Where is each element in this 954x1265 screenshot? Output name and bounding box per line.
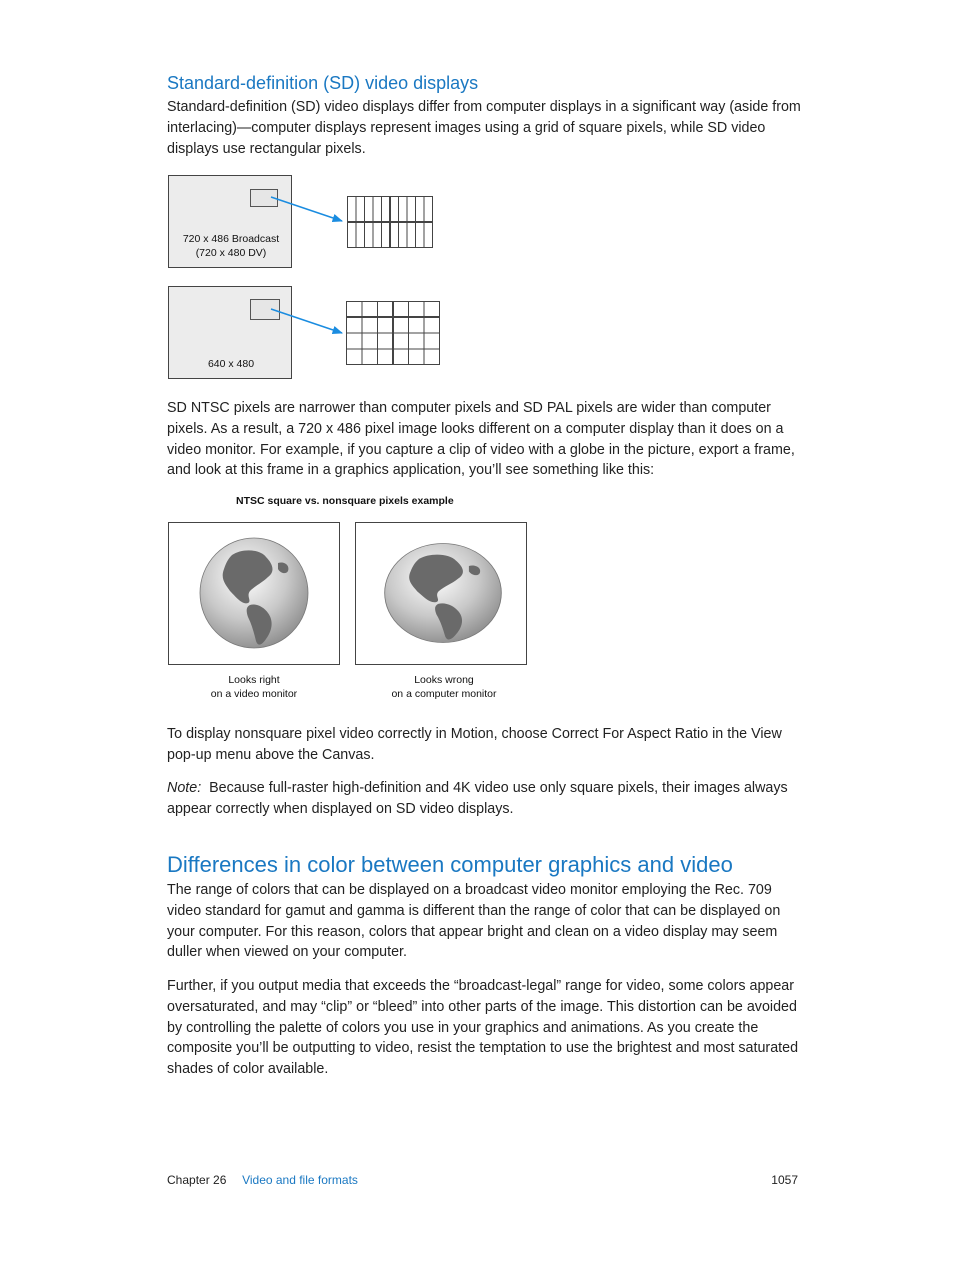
pixel-grids [167, 174, 457, 380]
globe-wrong-label [355, 673, 533, 701]
globe-wrong-label-line2: on a computer monitor [391, 688, 497, 700]
square-pixel-grid [347, 302, 440, 365]
aspect-ratio-paragraph: To display nonsquare pixel video correctly in Motion, choose Correct For Aspect Ratio in the View pop-up menu above the Canvas. [167, 726, 782, 763]
ntsc-pal-paragraph: SD NTSC pixels are narrower than computer pixels and SD PAL pixels are wider than computer pixels. As a result, a 720 x 486 pixel image looks different on a computer display than it does on a video monitor. For example, if you capture a clip of video with a globe in the picture, export a frame, and look at this frame in a graphics application, you’ll see something like this: [167, 400, 795, 479]
color-range-paragraph: The range of colors that can be displayed on a broadcast video monitor employing the Rec. 709 video standard for gamut and gamma is different than the range of color that can be displayed on your computer. For this reason, colors that appear bright and clean on a video display may seem duller when viewed on your computer. [167, 882, 781, 961]
rectangular-pixel-grid [348, 197, 433, 248]
broadcast-label-line1: 720 x 486 Broadcast [182, 233, 280, 245]
footer-chapter [167, 1173, 358, 1187]
section-heading-color-differences: Differences in color between computer graphics and video [167, 852, 733, 877]
broadcast-legal-paragraph: Further, if you output media that exceeds the “broadcast-legal” range for video, some colors appear oversaturated, and may “clip” or “bleed” into other parts of the image. This distortion can be avoided by controlling the palette of colors you use in your graphics and animations. As you create the composite you’ll be outputting to video, resist the temptation to use the brightest and most saturated shades of color available. [167, 978, 799, 1078]
globe-figure-caption: NTSC square vs. nonsquare pixels example [236, 495, 454, 507]
sd-intro-paragraph: Standard-definition (SD) video displays differ from computer displays in a significant way (aside from interlacing)—computer displays represent images using a grid of square pixels, while SD video displays use rectangular pixels. [167, 99, 801, 157]
globe-frame-correct [168, 522, 340, 665]
footer-chapter-number: Chapter 26 [167, 1173, 227, 1187]
globe-correct-label-line2: on a video monitor [210, 688, 298, 700]
globe-correct-image [169, 523, 339, 664]
pixel-aspect-diagram [167, 174, 457, 380]
computer-label: 640 x 480 [207, 358, 255, 370]
globe-frame-wrong [355, 522, 527, 665]
broadcast-arrow [271, 197, 342, 221]
note-label: Note: [167, 780, 202, 796]
note-paragraph [167, 778, 802, 820]
note-text: Because full-raster high-definition and 4K video use only square pixels, their images always appear correctly when displayed on SD video displays. [167, 780, 788, 817]
globe-wrong-image [356, 523, 526, 664]
globe-correct-label [168, 673, 340, 701]
footer-page-number: 1057 [771, 1173, 798, 1187]
globe-wrong-label-line1: Looks wrong [414, 674, 474, 686]
section-heading-sd-displays: Standard-definition (SD) video displays [167, 73, 479, 93]
globe-correct-label-line1: Looks right [228, 674, 280, 686]
footer-chapter-link[interactable]: Video and file formats [242, 1173, 358, 1187]
broadcast-label-line2: (720 x 480 DV) [195, 247, 267, 259]
computer-arrow [271, 309, 342, 333]
